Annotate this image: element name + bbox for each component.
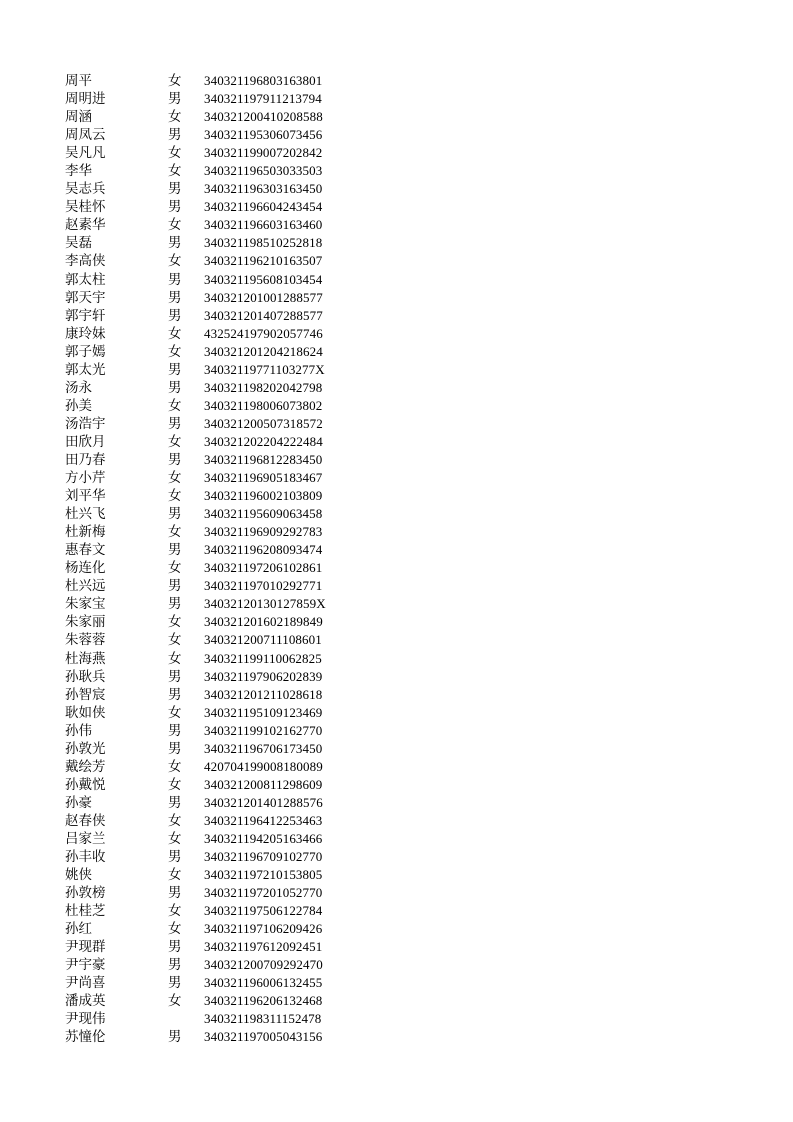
sex-cell: 女 [168,524,182,541]
name-cell: 朱家宝 [65,596,106,613]
table-row [0,938,793,956]
id-number-cell: 340321196002103809 [204,488,323,504]
table-row [0,487,793,505]
sex-cell: 女 [168,758,182,775]
table-row [0,920,793,938]
name-cell: 周凤云 [65,127,106,144]
id-number-cell: 340321197612092451 [204,939,323,955]
id-number-cell: 340321196412253463 [204,812,323,828]
name-cell: 杨连化 [65,560,106,577]
name-cell: 孙红 [65,921,92,938]
name-cell: 杜新梅 [65,524,106,541]
table-row [0,343,793,361]
id-number-cell: 340321200711108601 [204,632,322,648]
table-row [0,397,793,415]
table-row [0,613,793,631]
table-row [0,577,793,595]
id-number-cell: 340321200709292470 [204,957,323,973]
table-row [0,415,793,433]
id-number-cell: 340321201211028618 [204,686,323,702]
sex-cell: 女 [168,145,182,162]
table-row [0,866,793,884]
sex-cell: 女 [168,217,182,234]
table-row [0,433,793,451]
id-number-cell: 340321196905183467 [204,470,323,486]
name-cell: 李华 [65,163,92,180]
sex-cell: 女 [168,650,182,667]
name-cell: 郭宇轩 [65,307,106,324]
sex-cell: 女 [168,397,182,414]
sex-cell: 男 [168,289,182,306]
name-cell: 尹现伟 [65,1011,106,1028]
name-cell: 杜海燕 [65,650,106,667]
name-cell: 孙豪 [65,794,92,811]
name-cell: 孙智宸 [65,686,106,703]
id-number-cell: 34032120130127859X [204,596,326,612]
name-cell: 吴磊 [65,235,92,252]
name-cell: 戴绘芳 [65,758,106,775]
table-row [0,902,793,920]
name-cell: 刘平华 [65,488,106,505]
name-cell: 耿如侠 [65,704,106,721]
name-cell: 孙敦榜 [65,885,106,902]
sex-cell: 男 [168,91,182,108]
name-cell: 方小芹 [65,470,106,487]
id-number-cell: 340321196206132468 [204,993,323,1009]
name-cell: 尹尚喜 [65,975,106,992]
sex-cell: 男 [168,271,182,288]
name-cell: 孙敦光 [65,740,106,757]
sex-cell: 男 [168,379,182,396]
id-number-cell: 340321201401288576 [204,794,323,810]
table-row [0,812,793,830]
table-row [0,325,793,343]
name-cell: 尹现群 [65,939,106,956]
name-cell: 吴凡凡 [65,145,106,162]
table-row [0,361,793,379]
sex-cell: 男 [168,668,182,685]
sex-cell: 女 [168,830,182,847]
id-number-cell: 340321201602189849 [204,614,323,630]
name-cell: 杜兴远 [65,578,106,595]
table-row [0,198,793,216]
sex-cell: 男 [168,235,182,252]
name-cell: 尹宇豪 [65,957,106,974]
sex-cell: 男 [168,127,182,144]
table-row [0,956,793,974]
sex-cell: 男 [168,596,182,613]
id-number-cell: 340321200811298609 [204,776,323,792]
id-number-cell: 340321197005043156 [204,1029,323,1045]
id-number-cell: 340321196803163801 [204,73,323,88]
name-cell: 杜兴飞 [65,506,106,523]
name-cell: 潘成英 [65,993,106,1010]
id-number-cell: 340321201204218624 [204,343,323,359]
id-number-cell: 340321196208093474 [204,542,323,558]
name-cell: 郭子嫣 [65,343,106,360]
table-row [0,90,793,108]
table-row [0,848,793,866]
name-cell: 吴志兵 [65,181,106,198]
id-number-cell: 340321196909292783 [204,524,323,540]
sex-cell: 男 [168,740,182,757]
sex-cell: 女 [168,867,182,884]
table-row [0,974,793,992]
sex-cell: 男 [168,957,182,974]
id-number-cell: 340321197506122784 [204,903,323,919]
name-cell: 杜桂芝 [65,903,106,920]
table-row [0,289,793,307]
sex-cell: 男 [168,686,182,703]
name-cell: 孙美 [65,397,92,414]
id-number-cell: 340321195608103454 [204,271,323,287]
sex-cell: 男 [168,542,182,559]
name-cell: 李高侠 [65,253,106,270]
sex-cell: 男 [168,849,182,866]
name-cell: 姚侠 [65,867,92,884]
id-number-cell: 340321196812283450 [204,451,323,467]
name-cell: 郭太柱 [65,271,106,288]
id-number-cell: 340321198510252818 [204,235,323,251]
roster-table [0,72,793,1047]
name-cell: 周明进 [65,91,106,108]
name-cell: 周平 [65,73,92,89]
sex-cell: 女 [168,488,182,505]
sex-cell: 男 [168,199,182,216]
sex-cell: 女 [168,253,182,270]
id-number-cell: 340321201001288577 [204,289,323,305]
table-row [0,108,793,126]
id-number-cell: 432524197902057746 [204,325,323,341]
id-number-cell: 340321196706173450 [204,740,323,756]
table-row [0,216,793,234]
name-cell: 郭天宇 [65,289,106,306]
id-number-cell: 340321201407288577 [204,307,323,323]
table-row [0,758,793,776]
id-number-cell: 340321197210153805 [204,867,323,883]
name-cell: 孙戴悦 [65,776,106,793]
id-number-cell: 340321198006073802 [204,397,323,413]
table-row [0,740,793,758]
sex-cell: 男 [168,1029,182,1046]
table-row [0,559,793,577]
sex-cell: 女 [168,163,182,180]
table-row [0,469,793,487]
table-row [0,704,793,722]
table-row [0,722,793,740]
id-number-cell: 340321196210163507 [204,253,323,269]
name-cell: 惠春文 [65,542,106,559]
table-row [0,776,793,794]
sex-cell: 女 [168,614,182,631]
table-row [0,1010,793,1028]
sex-cell: 女 [168,470,182,487]
id-number-cell: 340321196709102770 [204,849,323,865]
id-number-cell: 340321196006132455 [204,975,323,991]
name-cell: 吴桂怀 [65,199,106,216]
id-number-cell: 34032119771103277X [204,361,325,377]
sex-cell: 女 [168,109,182,126]
id-number-cell: 340321198202042798 [204,379,323,395]
name-cell: 孙耿兵 [65,668,106,685]
table-row [0,234,793,252]
sex-cell: 男 [168,794,182,811]
id-number-cell: 340321199110062825 [204,650,322,666]
name-cell: 汤浩宇 [65,415,106,432]
id-number-cell: 340321202204222484 [204,433,323,449]
sex-cell: 女 [168,903,182,920]
table-row [0,686,793,704]
id-number-cell: 340321198311152478 [204,1011,322,1027]
id-number-cell: 340321200410208588 [204,109,323,125]
id-number-cell: 340321200507318572 [204,415,323,431]
id-number-cell: 340321196604243454 [204,199,323,215]
id-number-cell: 340321196603163460 [204,217,323,233]
name-cell: 田欣月 [65,433,106,450]
sex-cell: 女 [168,73,182,89]
sex-cell: 女 [168,343,182,360]
sex-cell: 女 [168,433,182,450]
table-row [0,72,793,90]
id-number-cell: 340321197010292771 [204,578,323,594]
table-row [0,523,793,541]
sex-cell: 女 [168,325,182,342]
sex-cell: 女 [168,704,182,721]
table-row [0,180,793,198]
name-cell: 郭太光 [65,361,106,378]
table-row [0,668,793,686]
table-row [0,307,793,325]
id-number-cell: 340321195109123469 [204,704,323,720]
id-number-cell: 340321197106209426 [204,921,323,937]
table-row [0,252,793,270]
name-cell: 赵素华 [65,217,106,234]
name-cell: 朱蓉蓉 [65,632,106,649]
table-row [0,992,793,1010]
sex-cell: 男 [168,975,182,992]
name-cell: 朱家丽 [65,614,106,631]
id-number-cell: 340321196503033503 [204,163,323,179]
name-cell: 赵春侠 [65,812,106,829]
table-row [0,595,793,613]
name-cell: 孙丰收 [65,849,106,866]
table-row [0,271,793,289]
id-number-cell: 340321199007202842 [204,145,323,161]
sex-cell: 男 [168,506,182,523]
table-row [0,126,793,144]
table-row [0,162,793,180]
table-row [0,144,793,162]
id-number-cell: 340321195306073456 [204,127,323,143]
sex-cell: 女 [168,812,182,829]
id-number-cell: 340321197206102861 [204,560,323,576]
id-number-cell: 340321197906202839 [204,668,323,684]
sex-cell: 男 [168,451,182,468]
sex-cell: 男 [168,181,182,198]
table-row [0,1028,793,1046]
sex-cell: 男 [168,722,182,739]
sex-cell: 女 [168,560,182,577]
table-row [0,650,793,668]
table-row [0,541,793,559]
sex-cell: 女 [168,993,182,1010]
id-number-cell: 340321199102162770 [204,722,323,738]
id-number-cell: 340321197201052770 [204,885,323,901]
table-row [0,631,793,649]
name-cell: 康玲妹 [65,325,106,342]
sex-cell: 男 [168,415,182,432]
table-row [0,505,793,523]
id-number-cell: 420704199008180089 [204,758,323,774]
sex-cell: 男 [168,361,182,378]
name-cell: 汤永 [65,379,92,396]
sex-cell: 男 [168,939,182,956]
name-cell: 周涵 [65,109,92,126]
sex-cell: 女 [168,776,182,793]
name-cell: 田乃春 [65,451,106,468]
id-number-cell: 340321194205163466 [204,830,323,846]
name-cell: 孙伟 [65,722,92,739]
sex-cell: 女 [168,632,182,649]
name-cell: 苏憧伦 [65,1029,106,1046]
sex-cell: 男 [168,578,182,595]
sex-cell: 女 [168,921,182,938]
sex-cell: 男 [168,885,182,902]
table-row [0,830,793,848]
table-row [0,884,793,902]
sex-cell: 男 [168,307,182,324]
table-row [0,379,793,397]
table-row [0,794,793,812]
id-number-cell: 340321195609063458 [204,506,323,522]
id-number-cell: 340321196303163450 [204,181,323,197]
id-number-cell: 340321197911213794 [204,91,322,107]
name-cell: 吕家兰 [65,830,106,847]
table-row [0,451,793,469]
